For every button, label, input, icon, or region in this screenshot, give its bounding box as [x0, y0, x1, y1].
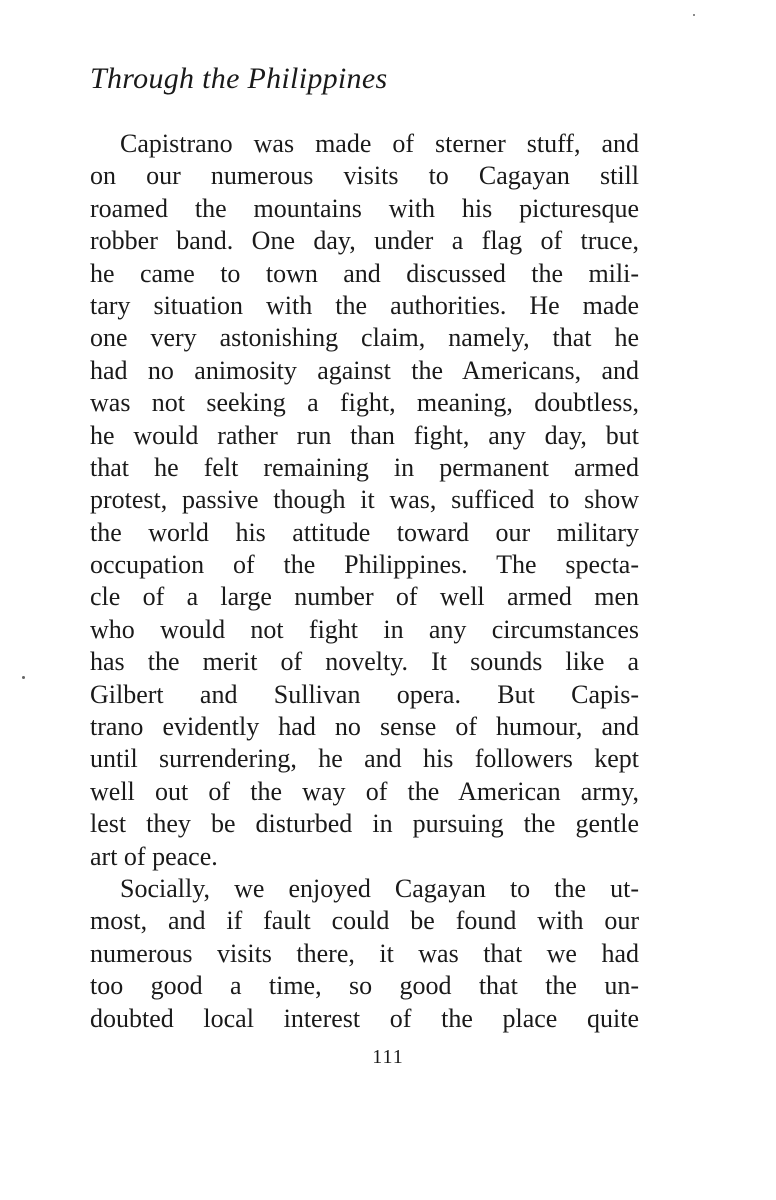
- text-line: doubted local interest of the place quite: [90, 1003, 639, 1033]
- text-line: occupation of the Philippines. The specta-: [90, 550, 639, 580]
- text-line: who would not fight in any circumstances: [90, 614, 639, 644]
- text-line: too good a time, so good that the un-: [90, 971, 639, 1001]
- text-line: until surrendering, he and his followers kept: [90, 744, 639, 774]
- text-line: roamed the mountains with his picturesque: [90, 193, 639, 223]
- text-line: Capistrano was made of sterner stuff, and: [120, 129, 639, 158]
- text-line: one very astonishing claim, namely, that he: [90, 323, 639, 353]
- text-line: was not seeking a fight, meaning, doubtless,: [90, 388, 639, 418]
- text-line: he would rather run than fight, any day, but: [90, 420, 639, 450]
- text-line: Socially, we enjoyed Cagayan to the ut-: [120, 873, 639, 903]
- text-line: art of peace.: [90, 841, 218, 871]
- scan-speck: [693, 14, 695, 16]
- scan-speck: [22, 676, 25, 679]
- text-line: that he felt remaining in permanent armed: [90, 452, 639, 482]
- text-line: protest, passive though it was, sufficed to show: [90, 485, 639, 515]
- text-line: robber band. One day, under a flag of truce,: [90, 226, 639, 256]
- text-line: most, and if fault could be found with our: [90, 906, 639, 936]
- body-text: [90, 128, 639, 1035]
- text-line: well out of the way of the American army,: [90, 776, 639, 806]
- text-line: tary situation with the authorities. He made: [90, 290, 639, 320]
- text-line: has the merit of novelty. It sounds like a: [90, 647, 639, 677]
- text-line: trano evidently had no sense of humour, and: [90, 712, 639, 742]
- text-line: cle of a large number of well armed men: [90, 582, 639, 612]
- text-line: lest they be disturbed in pursuing the gentle: [90, 809, 639, 839]
- text-line: on our numerous visits to Cagayan still: [90, 161, 639, 191]
- text-line: Gilbert and Sullivan opera. But Capis-: [90, 679, 639, 709]
- text-line: the world his attitude toward our military: [90, 517, 639, 547]
- text-line: he came to town and discussed the mili-: [90, 258, 639, 288]
- text-line: numerous visits there, it was that we had: [90, 938, 639, 968]
- running-head: Through the Philippines: [90, 62, 388, 95]
- page-number: 111: [372, 1046, 404, 1068]
- text-line: had no animosity against the Americans, and: [90, 355, 639, 385]
